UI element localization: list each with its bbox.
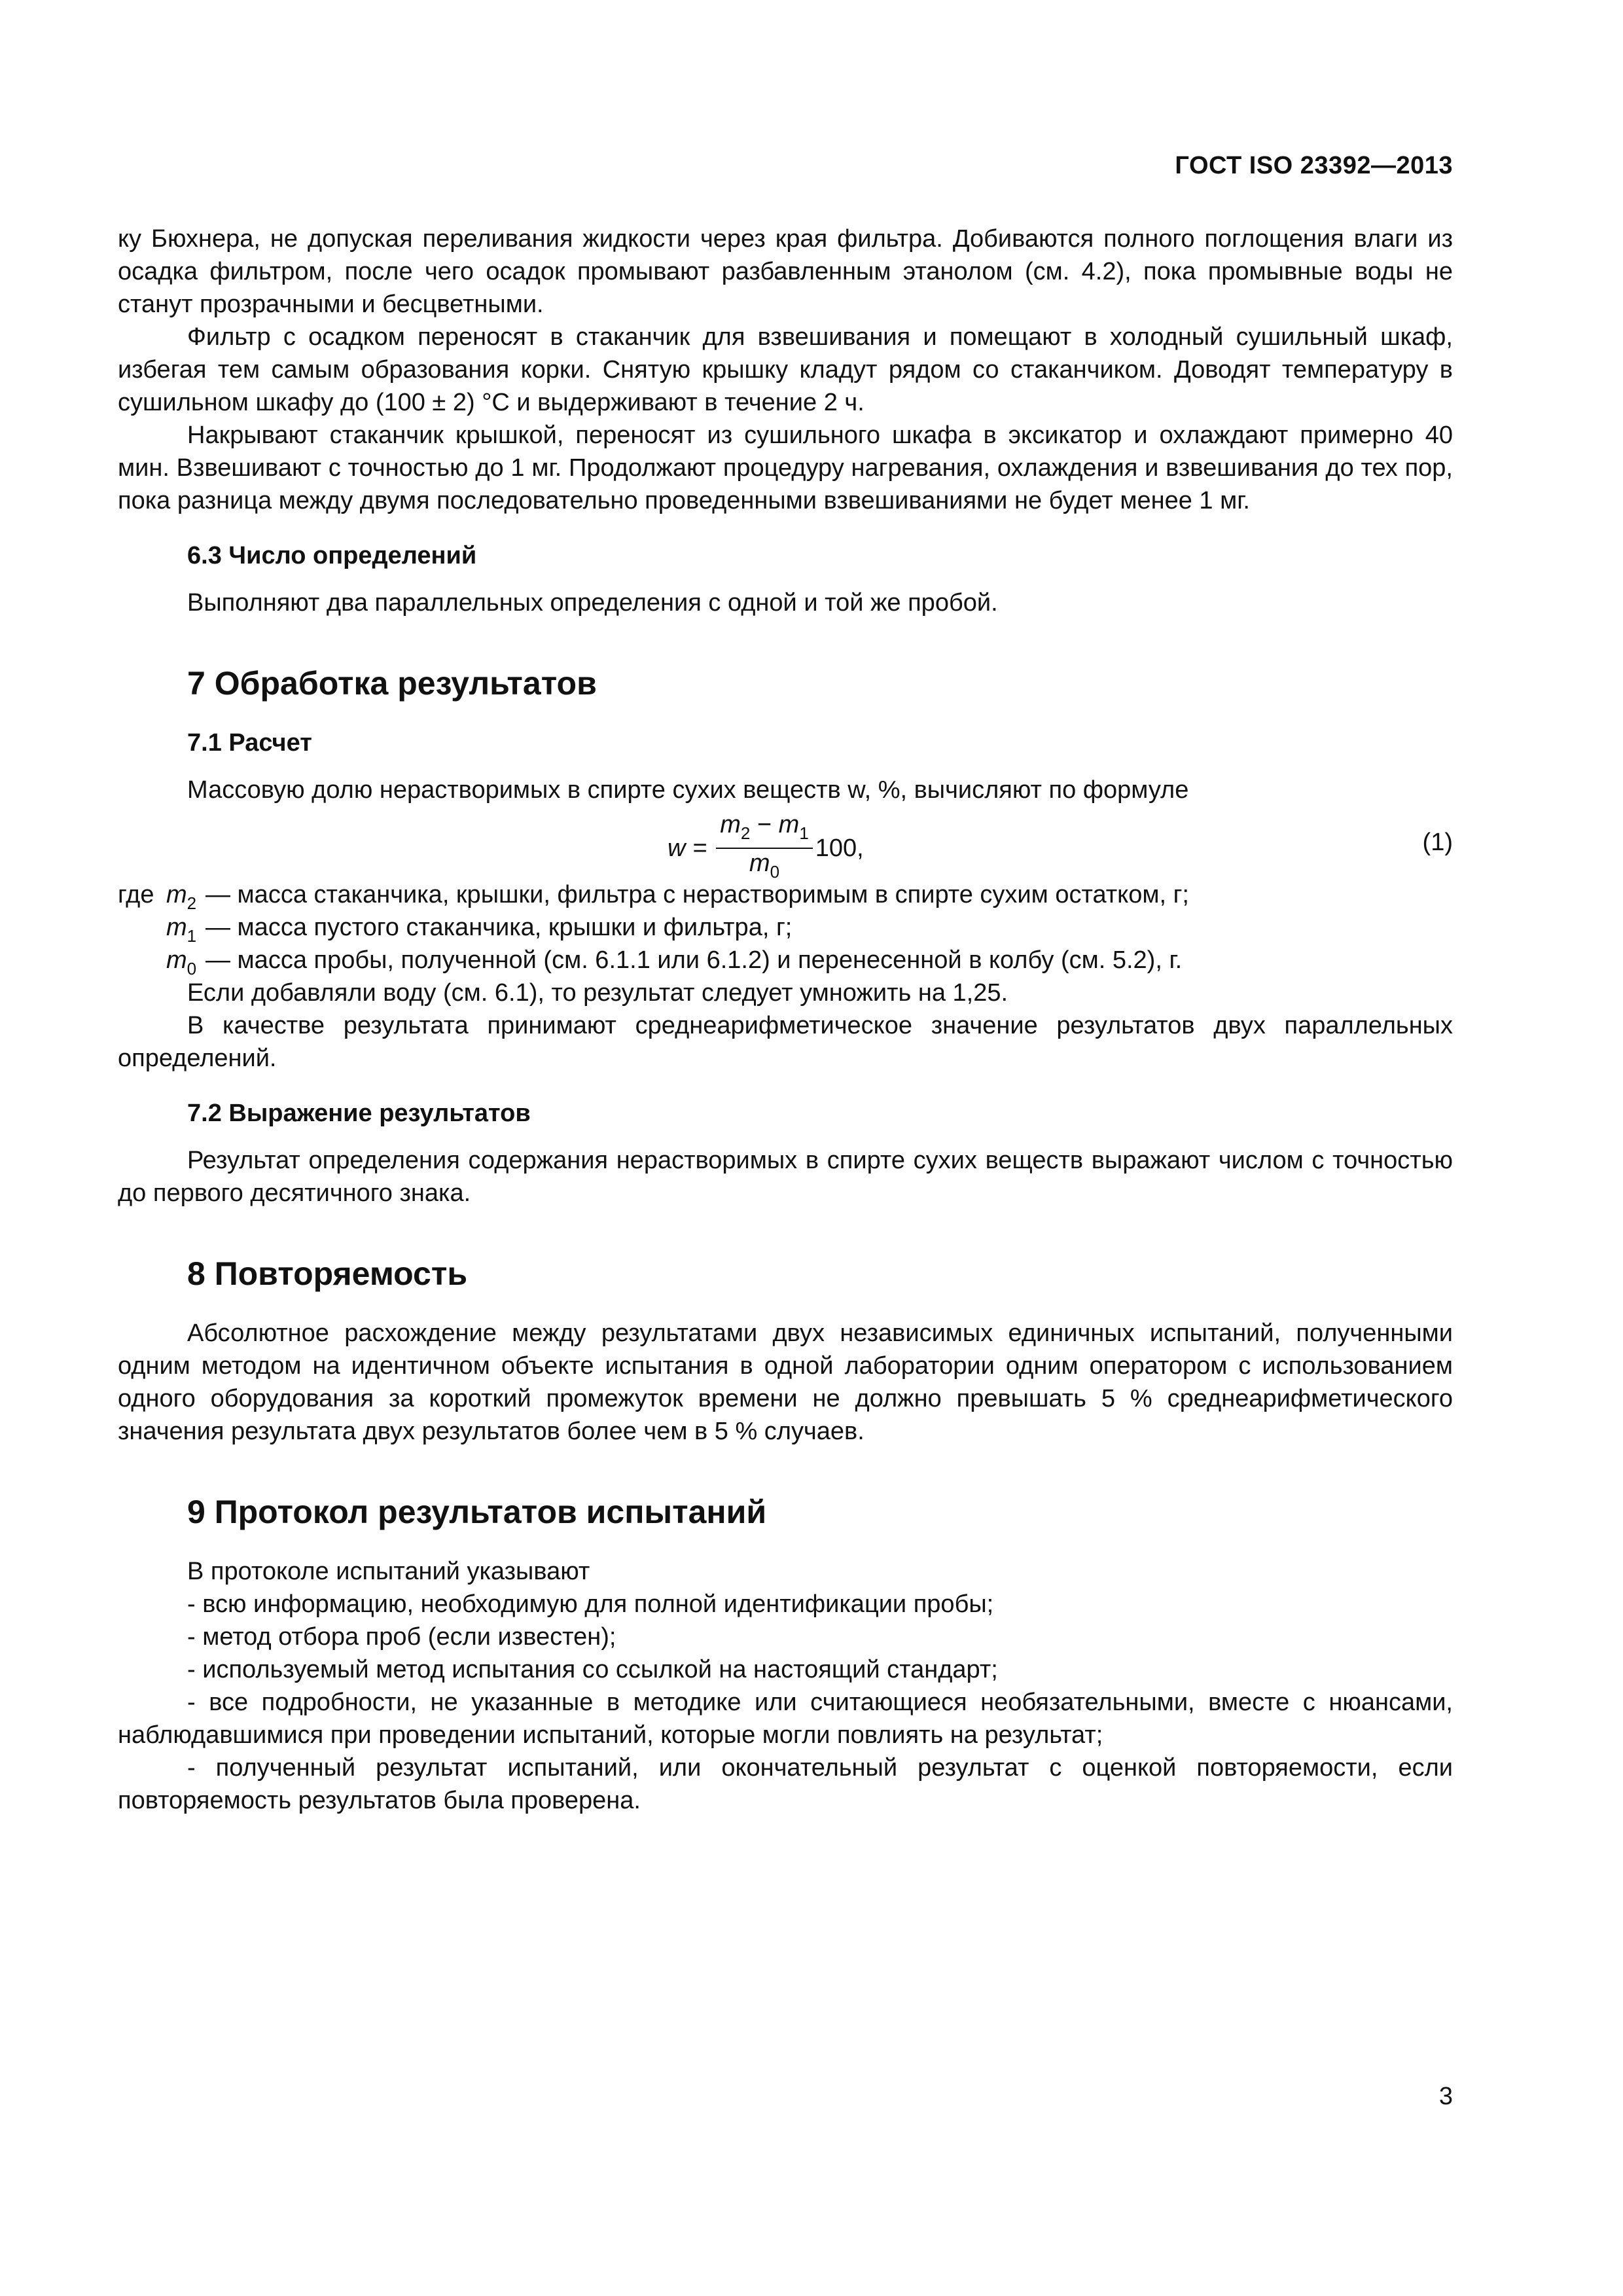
list-item: - все подробности, не указанные в методике или считающиеся необязательными, вместе с нюансами, наблюдавшимися при проведении испытаний, которые могли повлиять на результат;: [118, 1689, 1453, 1749]
paragraph: Массовую долю нерастворимых в спирте сухих веществ w, %, вычисляют по формуле: [187, 776, 1189, 804]
definition-row: $m_0$ — масса пробы, полученной (см. 6.1.1 или 6.1.2) и перенесенной в колбу (см. 5.2), г.: [118, 944, 1453, 977]
page-content: [118, 223, 1453, 1817]
document-code: ГОСТ ISO 23392—2013: [1175, 152, 1453, 179]
where-word: где: [118, 881, 154, 908]
definition-text: — масса пробы, полученной (см. 6.1.1 или 6.1.2) и перенесенной в колбу (см. 5.2), г.: [205, 946, 1183, 974]
paragraph: В протоколе испытаний указывают: [187, 1558, 590, 1585]
paragraph: Абсолютное расхождение между результатами двух независимых единичных испытаний, полученными одним методом на идентичном объекте испытания в одной лаборатории одним оператором с использованием одного оборудования за короткий промежуток времени не должно превышать 5 % среднеарифметического значения результата двух результатов более чем в 5 % случаев.: [118, 1319, 1453, 1445]
definition-row: где $m_2$ — масса стаканчика, крышки, фильтра с нерастворимым в спирте сухим остатком, г;: [118, 878, 1453, 911]
list-item: - всю информацию, необходимую для полной идентификации пробы;: [187, 1590, 994, 1618]
section-heading-7-1: 7.1 Расчет: [187, 729, 312, 757]
paragraph: Если добавляли воду (см. 6.1), то результат следует умножить на 1,25.: [187, 979, 1008, 1007]
formula-denominator: $m_0$: [749, 850, 780, 882]
list-item: - используемый метод испытания со ссылкой на настоящий стандарт;: [187, 1656, 998, 1683]
symbol: m: [166, 881, 187, 908]
section-heading-7-2: 7.2 Выражение результатов: [187, 1100, 531, 1127]
section-heading-6-3: 6.3 Число определений: [187, 542, 477, 569]
symbol: m: [166, 914, 187, 941]
list-item: - метод отбора проб (если известен);: [187, 1623, 616, 1651]
document-page: [118, 0, 1453, 2296]
definition-text: — масса пустого стаканчика, крышки и фильтра, г;: [205, 914, 793, 941]
definition-row: $m_1$ — масса пустого стаканчика, крышки и фильтра, г;: [118, 911, 1453, 944]
paragraph: Фильтр с осадком переносят в стаканчик для взвешивания и помещают в холодный сушильный шкаф, избегая тем самым образования корки. Снятую крышку кладут рядом со стаканчиком. Доводят температуру в сушильном шкафу до (100 ± 2) °С и выдерживают в течение 2 ч.: [118, 323, 1453, 416]
paragraph: В качестве результата принимают среднеарифметическое значение результатов двух параллельных определений.: [118, 1012, 1453, 1072]
formula-block: [118, 806, 1453, 882]
formula-fraction: [716, 810, 813, 886]
section-heading-8: 8 Повторяемость: [187, 1255, 468, 1292]
symbol: m: [166, 946, 187, 974]
equation-number: (1): [1422, 829, 1453, 856]
paragraph: Накрывают стаканчик крышкой, переносят из сушильного шкафа в эксикатор и охлаждают примерно 40 мин. Взвешивают с точностью до 1 мг. Продолжают процедуру нагревания, охлаждения и взвешивания до тех пор, пока разница между двумя последовательно проведенными взвешиваниями не будет менее 1 мг.: [118, 422, 1453, 514]
definition-text: — масса стаканчика, крышки, фильтра с нерастворимым в спирте сухим остатком, г;: [205, 881, 1189, 908]
list-item: - полученный результат испытаний, или окончательный результат с оценкой повторяемости, если повторяемость результатов была проверена.: [118, 1754, 1453, 1814]
formula-tail: 100,: [815, 834, 864, 862]
section-heading-7: 7 Обработка результатов: [187, 665, 597, 702]
paragraph: ку Бюхнера, не допуская переливания жидкости через края фильтра. Добиваются полного поглощения влаги из осадка фильтром, после чего осадок промывают разбавленным этанолом (см. 4.2), пока промывные воды не станут прозрачными и бесцветными.: [118, 225, 1453, 318]
paragraph: Выполняют два параллельных определения с одной и той же пробой.: [187, 589, 998, 617]
formula-lhs: w =: [668, 834, 707, 862]
section-heading-9: 9 Протокол результатов испытаний: [187, 1494, 767, 1530]
paragraph: Результат определения содержания нерастворимых в спирте сухих веществ выражают числом с точностью до первого десятичного знака.: [118, 1147, 1453, 1207]
formula: [668, 810, 864, 886]
page-number: 3: [1438, 2083, 1453, 2110]
formula-numerator: $m_2 - m_1$: [716, 810, 813, 849]
